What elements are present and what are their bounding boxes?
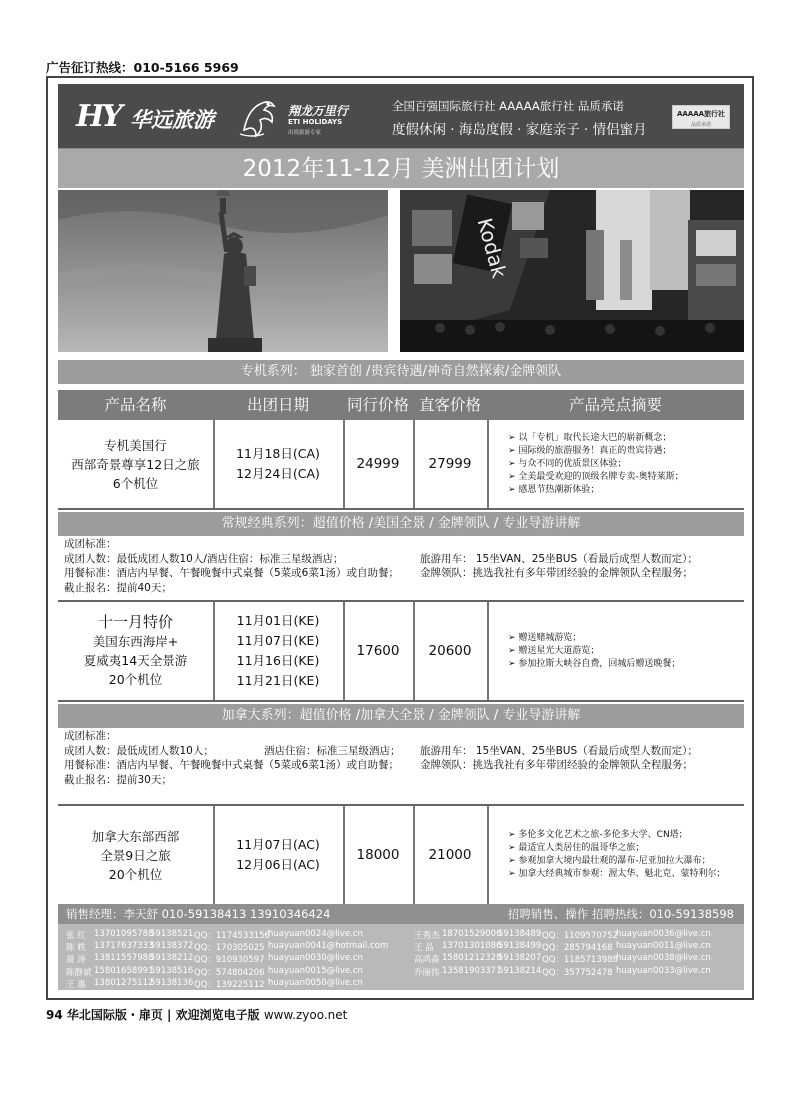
highlight-item: ➢ 以「专机」取代长途大巴的崭新概念；: [508, 432, 672, 443]
highlight-item: ➢ 感恩节热潮新体验；: [508, 484, 600, 495]
contact-email[interactable]: huayuan0036@live.cn: [616, 929, 711, 939]
header-product-name: 产品名称: [104, 396, 167, 414]
contact-field: QQ：285794168: [542, 943, 613, 954]
travel-advertisement: [46, 76, 754, 1000]
page-title-bar: [58, 148, 744, 188]
contact-email[interactable]: huayuan0038@live.cn: [616, 953, 711, 964]
contact-email[interactable]: huayuan0015@live.cn: [268, 965, 363, 976]
highlight-item: ➢ 国际级的旅游服务！真正的贵宾待遇；: [508, 445, 672, 456]
product-name-line: 夏威夷14天全景游: [83, 653, 188, 668]
contact-field: 59138521: [150, 929, 194, 939]
contact-name: 陈静斌: [66, 967, 92, 978]
direct-price: 20600: [428, 643, 472, 659]
contact-field: 59138499: [498, 941, 542, 952]
dragon-logo-icon: [234, 90, 284, 142]
contact-field: 59138489: [498, 929, 542, 939]
contact-name: 张 红: [66, 931, 86, 941]
contact-field: QQ：1109570752: [542, 931, 618, 941]
brand-name: 华远旅游: [130, 108, 214, 132]
contact-email[interactable]: huayuan0024@live.cn: [268, 929, 363, 939]
header-departure-date: 出团日期: [246, 396, 309, 414]
registration-deadline: 截止报名：提前30天；: [64, 773, 172, 786]
departure-date: 11月07日(KE): [236, 633, 320, 648]
departure-date: 11月07日(AC): [236, 837, 320, 852]
contact-field: 59138214: [498, 965, 542, 976]
times-square-image: [400, 190, 744, 352]
highlight-item: ➢ 赠送星光大道游览；: [508, 645, 600, 656]
highlight-item: ➢ 最适宜人类居住的温哥华之旅；: [508, 843, 645, 853]
product-row-canada: [58, 804, 744, 904]
page-info: 94 华北国际版・扉页 | 欢迎浏览电子版: [46, 1008, 260, 1022]
product-seats: 20个机位: [108, 672, 163, 687]
registration-deadline: 截止报名：提前40天；: [64, 581, 172, 594]
contact-name: 陈 轶: [66, 943, 86, 954]
departure-date: 12月24日(CA): [236, 466, 320, 481]
contact-name: 高鸿森: [414, 955, 440, 966]
departure-date: 11月21日(KE): [236, 673, 320, 688]
partner-name-en: ETI HOLIDAYS: [288, 118, 343, 126]
contact-field: 13701095788: [94, 929, 154, 939]
contact-field: 13717637333: [94, 941, 154, 952]
contact-email[interactable]: huayuan0011@live.cn: [616, 941, 711, 952]
page-footer: [46, 1006, 347, 1023]
product-name-line: 加拿大东部西部: [91, 828, 180, 844]
peer-price: 17600: [356, 643, 400, 659]
tour-leader: 金牌领队：挑选我社有多年带团经验的金牌领队全程服务；: [420, 759, 693, 771]
contact-email[interactable]: huayuan0030@live.cn: [268, 953, 363, 964]
charter-series-bar: [58, 360, 744, 384]
contact-field: 18701529006: [442, 929, 502, 939]
direct-price: 27999: [428, 456, 472, 472]
aaaaa-badge: [672, 105, 730, 129]
product-name-line: 专机美国行: [104, 437, 167, 453]
contact-field: 59138372: [150, 941, 194, 952]
contact-name: 聂 涛: [66, 955, 86, 966]
page-title: 2012年11-12月 美洲出团计划: [242, 156, 560, 182]
contact-name: 乔丽伟: [414, 967, 440, 978]
highlight-item: ➢ 全美最受欢迎的顶级名牌专卖-奥特莱斯；: [508, 471, 684, 482]
badge-line-2: 品质承诺: [690, 122, 711, 128]
product-row-charter: [58, 420, 744, 510]
contact-field: 59138516: [150, 965, 194, 976]
vehicle: 旅游用车： 15坐VAN、25坐BUS（看最后成型人数而定）；: [420, 744, 698, 757]
highlight-item: ➢ 加拿大经典城市参观：渥太华、魁北克、蒙特利尔；: [508, 869, 726, 879]
highlight-item: ➢ 与众不同的优质景区体验；: [508, 458, 627, 469]
badge-line-1: AAAAA旅行社: [676, 110, 726, 118]
charter-series-title: 专机系列： 独家首创 /贵宾待遇/神奇自然探索/金牌领队: [240, 364, 562, 379]
contact-field: 15801212328: [442, 953, 502, 964]
standards-heading: 成团标准：: [64, 730, 117, 742]
tour-leader: 金牌领队：挑选我社有多年带团经验的金牌领队全程服务；: [420, 567, 693, 579]
direct-price: 21000: [428, 847, 472, 863]
contact-field: 15801658991: [94, 965, 154, 976]
contact-field: QQ：910930597: [194, 955, 265, 966]
product-name-line: 西部奇景尊享12日之旅: [71, 456, 200, 472]
huayuan-logo-mark: HY: [76, 99, 120, 134]
table-header: [58, 390, 744, 420]
departure-date: 12月06日(AC): [236, 857, 320, 872]
contact-field: QQ：1185713988: [542, 955, 618, 966]
contact-field: 13811557988: [94, 953, 154, 964]
contact-email[interactable]: huayuan0033@live.cn: [616, 965, 711, 976]
contact-field: 59138207: [498, 953, 542, 964]
statue-of-liberty-image: [58, 190, 388, 352]
partner-tagline: 出境旅游专家: [288, 130, 322, 136]
meal-standard: 用餐标准：酒店内早餐、午餐晚餐中式桌餐（5菜或6菜1汤）或自助餐；: [64, 759, 400, 771]
standards-heading: 成团标准：: [64, 538, 117, 550]
highlight-item: ➢ 赠送赌城游览；: [508, 632, 582, 643]
partner-name-cn: 翔龙万里行: [288, 104, 349, 118]
slogan-line-2: 度假休闲 · 海岛度假 · 家庭亲子 · 情侣蜜月: [392, 122, 647, 138]
product-seats: 6个机位: [112, 475, 159, 491]
slogan-line-1: 全国百强国际旅行社 AAAAA旅行社 品质承诺: [392, 99, 624, 113]
ad-hotline: 广告征订热线：010-5166 5969: [46, 60, 239, 75]
contact-field: 59138212: [150, 953, 194, 964]
product-row-november-special: [58, 600, 744, 702]
sales-footer-bar: [58, 904, 744, 924]
canada-standards: [58, 729, 744, 787]
highlight-item: ➢ 多伦多文化艺术之旅-多伦多大学、CN塔；: [508, 830, 688, 840]
contact-email[interactable]: huayuan0041@hotmail.com: [268, 941, 389, 952]
contact-field: QQ：574804206: [194, 967, 265, 978]
contact-field: 13701301086: [442, 941, 502, 952]
contact-email[interactable]: huayuan0050@live.cn: [268, 977, 363, 988]
sales-manager: 销售经理：李天舒 010-59138413 13910346424: [66, 907, 331, 921]
contact-field: 13801275112: [94, 977, 154, 988]
hotel: 酒店住宿：标准三星级酒店；: [264, 744, 401, 757]
statue-of-liberty-photo: [58, 190, 388, 352]
group-size: 成团人数：最低成团人数10人；: [64, 744, 214, 757]
contact-name: 王 晶: [414, 943, 434, 954]
classic-series-bar: [58, 512, 744, 536]
highlight-item: ➢ 参加拉斯大峡谷自费，回城后赠送晚餐；: [508, 658, 681, 669]
contact-field: QQ：139225112: [194, 979, 265, 990]
contact-field: QQ：170305025: [194, 943, 265, 954]
contact-name: 王 惠: [66, 979, 86, 990]
recruitment-hotline: 招聘销售、操作 招聘热线：010-59138598: [507, 907, 734, 921]
contact-name: 王秀杰: [414, 931, 440, 941]
departure-date: 11月16日(KE): [236, 653, 320, 668]
vehicle: 旅游用车： 15坐VAN、25坐BUS（看最后成型人数而定）；: [420, 552, 698, 565]
staff-contacts: [58, 924, 744, 990]
website-link[interactable]: www.zyoo.net: [263, 1008, 348, 1022]
canada-series-bar: [58, 704, 744, 728]
classic-standards: [58, 537, 744, 595]
departure-date: 11月18日(CA): [236, 446, 320, 461]
peer-price: 18000: [356, 847, 400, 863]
product-name-line: 美国东西海岸+: [92, 634, 179, 649]
svg-text:Kodak: Kodak: [472, 215, 512, 281]
peer-price: 24999: [356, 456, 400, 472]
brand-banner: [58, 84, 744, 148]
product-name-line: 十一月特价: [97, 613, 173, 631]
header-peer-price: 同行价格: [346, 396, 409, 414]
highlight-item: ➢ 参观加拿大境内最壮观的瀑布-尼亚加拉大瀑布；: [508, 856, 711, 866]
contact-field: QQ：1174533156: [194, 931, 270, 941]
times-square-photo: [400, 190, 744, 352]
classic-series-title: 常规经典系列：超值价格 /美国全景 / 金牌领队 / 专业导游讲解: [221, 516, 581, 531]
contact-field: 13581903371: [442, 965, 502, 976]
meal-standard: 用餐标准：酒店内早餐、午餐晚餐中式桌餐（5菜或6菜1汤）或自助餐；: [64, 567, 400, 579]
contact-field: QQ：357752478: [542, 967, 613, 978]
departure-date: 11月01日(KE): [236, 613, 320, 628]
contact-field: 59138136: [150, 977, 194, 988]
group-size: 成团人数：最低成团人数10人/酒店住宿：标准三星级酒店；: [64, 552, 344, 565]
product-name-line: 全景9日之旅: [100, 847, 171, 863]
header-highlights: 产品亮点摘要: [568, 396, 662, 414]
product-seats: 20个机位: [108, 866, 163, 882]
header-direct-price: 直客价格: [418, 396, 481, 414]
canada-series-title: 加拿大系列：超值价格 /加拿大全景 / 金牌领队 / 专业导游讲解: [221, 708, 581, 723]
